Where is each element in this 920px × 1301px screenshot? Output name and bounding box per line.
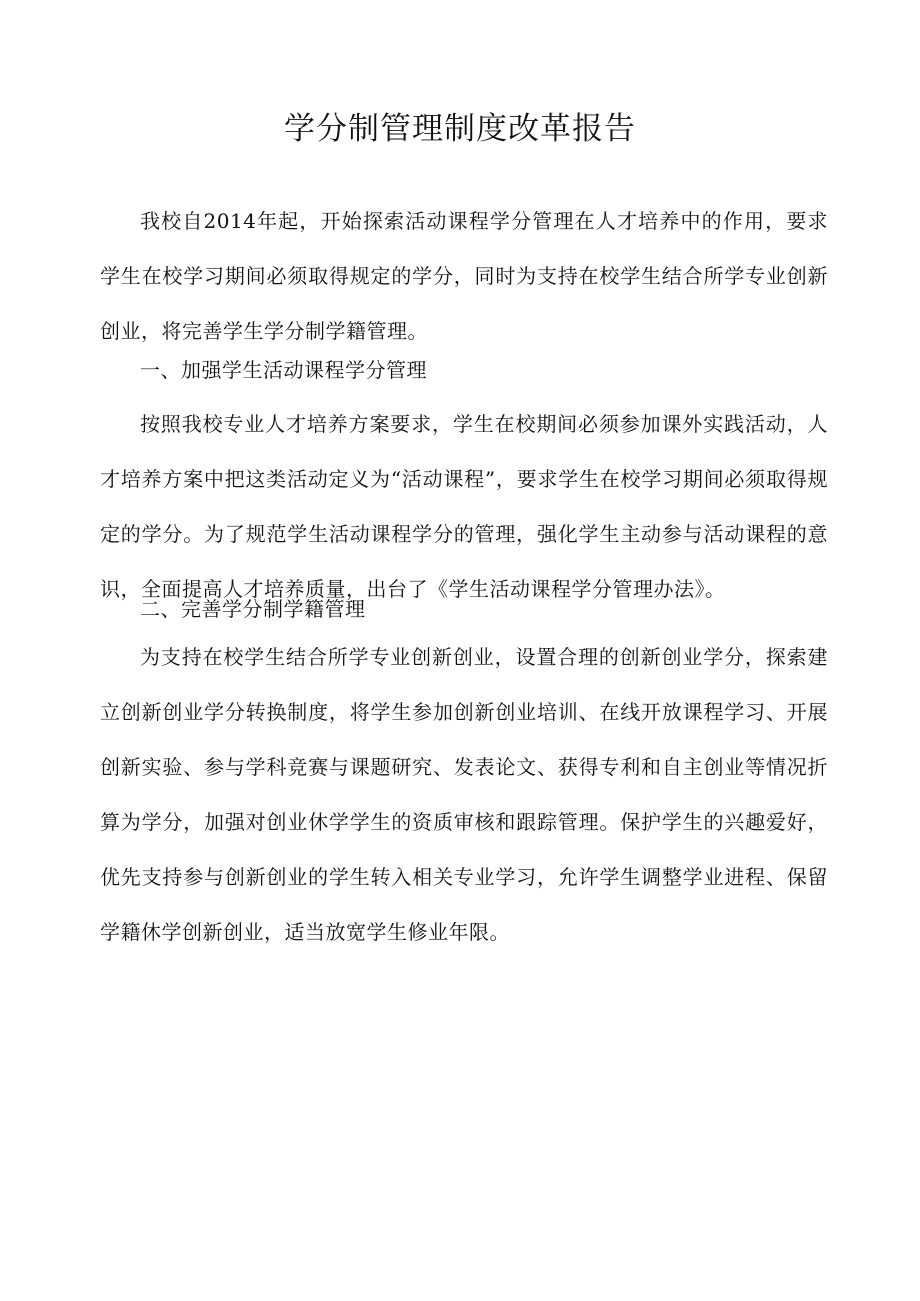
document-title: 学分制管理制度改革报告 [284,111,636,147]
section-heading-1: 一、加强学生活动课程学分管理 [140,358,427,382]
section-1-paragraph: 按照我校专业人才培养方案要求，学生在校期间必须参加课外实践活动，人才培养方案中把这类活动定义为“活动课程”，要求学生在校学习期间必须取得规定的学分。为了规范学生活动课程学分的管理，强化学生主动参与活动课程的意识，全面提高人才培养质量，出台了《学生活动课程学分管理办法》。 [100,412,828,601]
intro-paragraph: 我校自2014年起，开始探索活动课程学分管理在人才培养中的作用，要求学生在校学习期间必须取得规定的学分，同时为支持在校学生结合所学专业创新创业，将完善学生学分制学籍管理。 [100,209,828,343]
section-2-paragraph: 为支持在校学生结合所学专业创新创业，设置合理的创新创业学分，探索建立创新创业学分转换制度，将学生参加创新创业培训、在线开放课程学习、开展创新实验、参与学科竞赛与课题研究、发表论文、获得专利和自主创业等情况折算为学分，加强对创业休学学生的资质审核和跟踪管理。保护学生的兴趣爱好，优先支持参与创新创业的学生转入相关专业学习，允许学生调整学业进程、保留学籍休学创新创业，适当放宽学生修业年限。 [100,645,828,944]
section-heading-2: 二、完善学分制学籍管理 [140,597,366,621]
